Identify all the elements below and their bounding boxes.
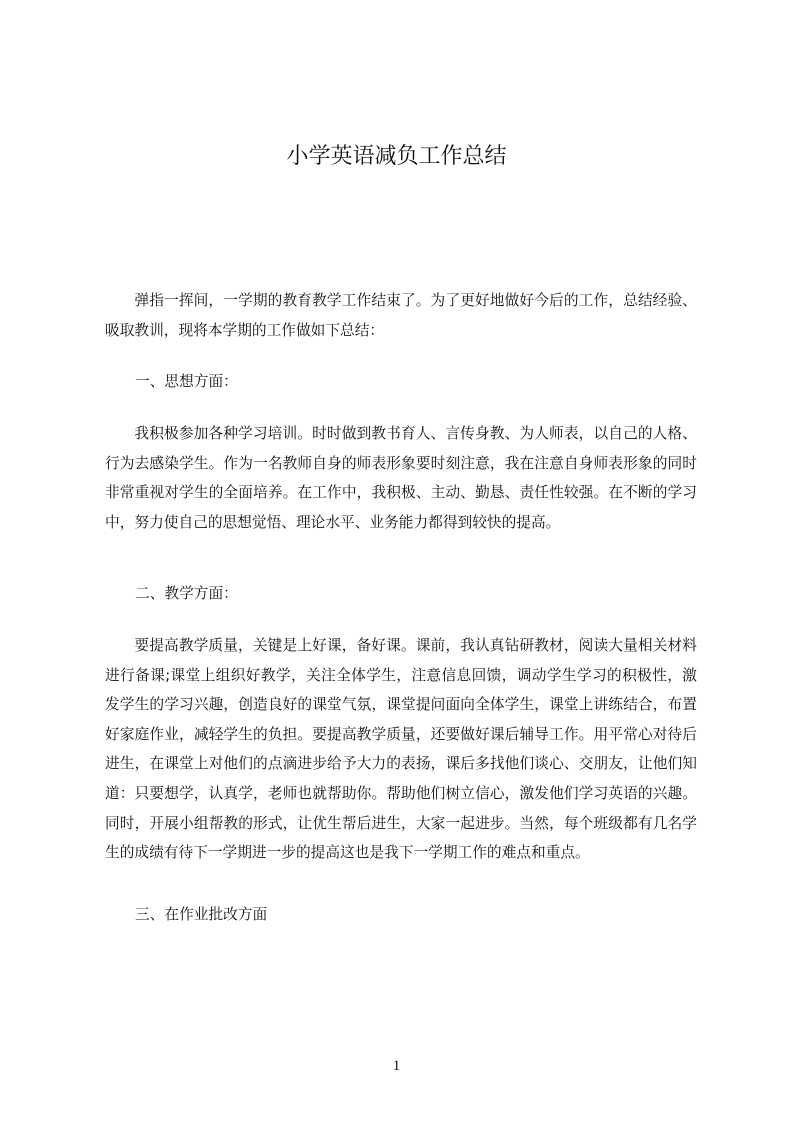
section-body-thought: 我积极参加各种学习培训。时时做到教书育人、言传身教、为人师表，以自己的人格、行为去感染学生。作为一名教师自身的师表形象要时刻注意，我在注意自身师表形象的同时非常重视对学生的全面培养。在工作中，我积极、主动、勤恳、责任性较强。在不断的学习中，努力使自己的思想觉悟、理论水平、业务能力都得到较快的提高。 <box>105 425 697 531</box>
section-heading-thought: 一、思想方面： <box>135 373 238 390</box>
page-number: 1 <box>392 1058 401 1074</box>
section-heading-teaching: 二、教学方面： <box>135 585 238 602</box>
section-body-teaching: 要提高教学质量，关键是上好课，备好课。课前，我认真钻研教材，阅读大量相关材料进行备课;课堂上组织好教学，关注全体学生，注意信息回馈，调动学生学习的积极性，激发学生的学习兴趣，创造良好的课堂气氛，课堂提问面向全体学生，课堂上讲练结合，布置好家庭作业，减轻学生的负担。要提高教学质量，还要做好课后辅导工作。用平常心对待后进生，在课堂上对他们的点滴进步给予大力的表扬，课后多找他们谈心、交朋友，让他们知道：只要想学，认真学，老师也就帮助你。帮助他们树立信心，激发他们学习英语的兴趣。同时，开展小组帮教的形式，让优生帮后进生，大家一起进步。当然，每个班级都有几名学生的成绩有待下一学期进一步的提高这也是我下一学期工作的难点和重点。 <box>105 637 697 862</box>
intro-paragraph: 弹指一挥间，一学期的教育教学工作结束了。为了更好地做好今后的工作，总结经验、吸取教训，现将本学期的工作做如下总结： <box>105 292 697 339</box>
section-heading-homework: 三、在作业批改方面 <box>135 906 268 923</box>
document-title: 小学英语减负工作总结 <box>286 144 507 169</box>
